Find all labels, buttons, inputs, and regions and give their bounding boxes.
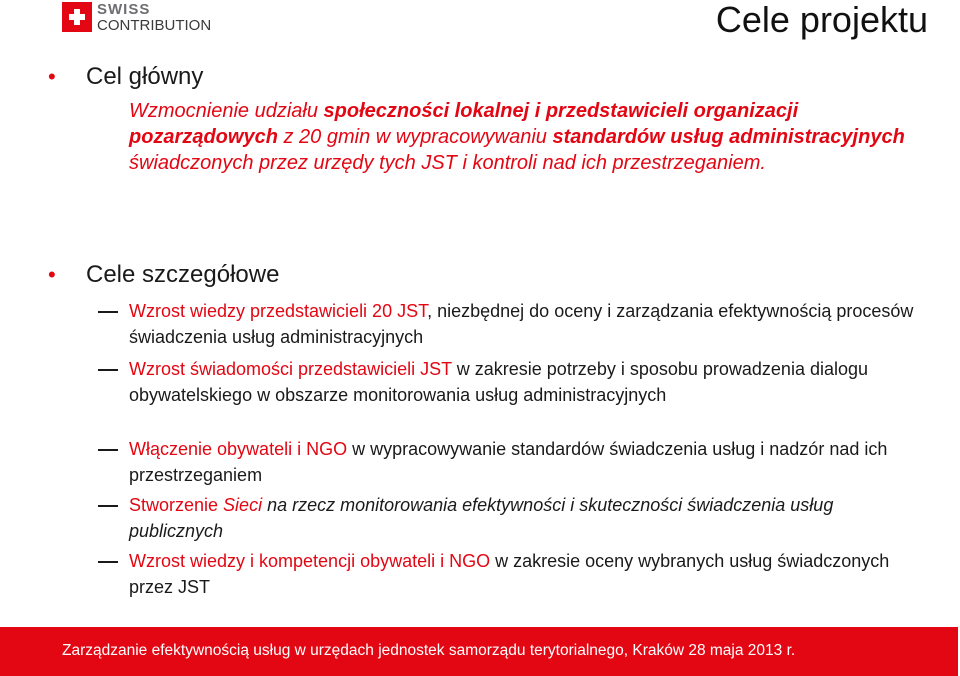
bullet-icon: • (48, 262, 56, 287)
dash-icon (98, 505, 118, 507)
footer-text: Zarządzanie efektywnością usług w urzędach jednostek samorządu terytorialnego, Kraków 28 maja 2013 r. (62, 642, 796, 659)
dash-icon (98, 449, 118, 451)
dash-icon (98, 311, 118, 313)
list-item: Wzrost świadomości przedstawicieli JST w zakresie potrzeby i sposobu prowadzenia dialogu obywatelskiego w obszarze monitorowania usług administracyjnych (129, 359, 869, 405)
heading-specific-goals: Cele szczegółowe (86, 261, 280, 288)
slide-title: Cele projektu (715, 0, 928, 40)
list-item: Włączenie obywateli i NGO w wypracowywanie standardów świadczenia usług i nadzór nad ich przestrzeganiem (129, 439, 888, 485)
footer-bar (0, 627, 958, 676)
heading-main-goal: Cel główny (86, 63, 204, 90)
bullet-icon: • (48, 64, 56, 89)
swiss-contribution-logo (62, 2, 222, 36)
swiss-flag-icon (62, 2, 92, 32)
dash-icon (98, 561, 118, 563)
list-item: Wzrost wiedzy i kompetencji obywateli i NGO w zakresie oceny wybranych usług świadczonych przez JST (129, 551, 890, 597)
logo-word-swiss: SWISS (97, 1, 151, 18)
list-item: Stworzenie Sieci na rzecz monitorowania efektywności i skuteczności świadczenia usług publicznych (129, 495, 834, 541)
list-item: Wzrost wiedzy przedstawicieli 20 JST, niezbędnej do oceny i zarządzania efektywnością procesów świadczenia usług administracyjnych (129, 301, 914, 347)
logo-word-contribution: CONTRIBUTION (97, 17, 212, 34)
main-goal-text: Wzmocnienie udziału społeczności lokalnej i przedstawicieli organizacji pozarządowych z 20 gmin w wypracowywaniu standardów usług administracyjnych świadczonych przez urzędy tych JST i kontroli nad ich przestrzeganiem. (129, 100, 905, 174)
dash-icon (98, 369, 118, 371)
